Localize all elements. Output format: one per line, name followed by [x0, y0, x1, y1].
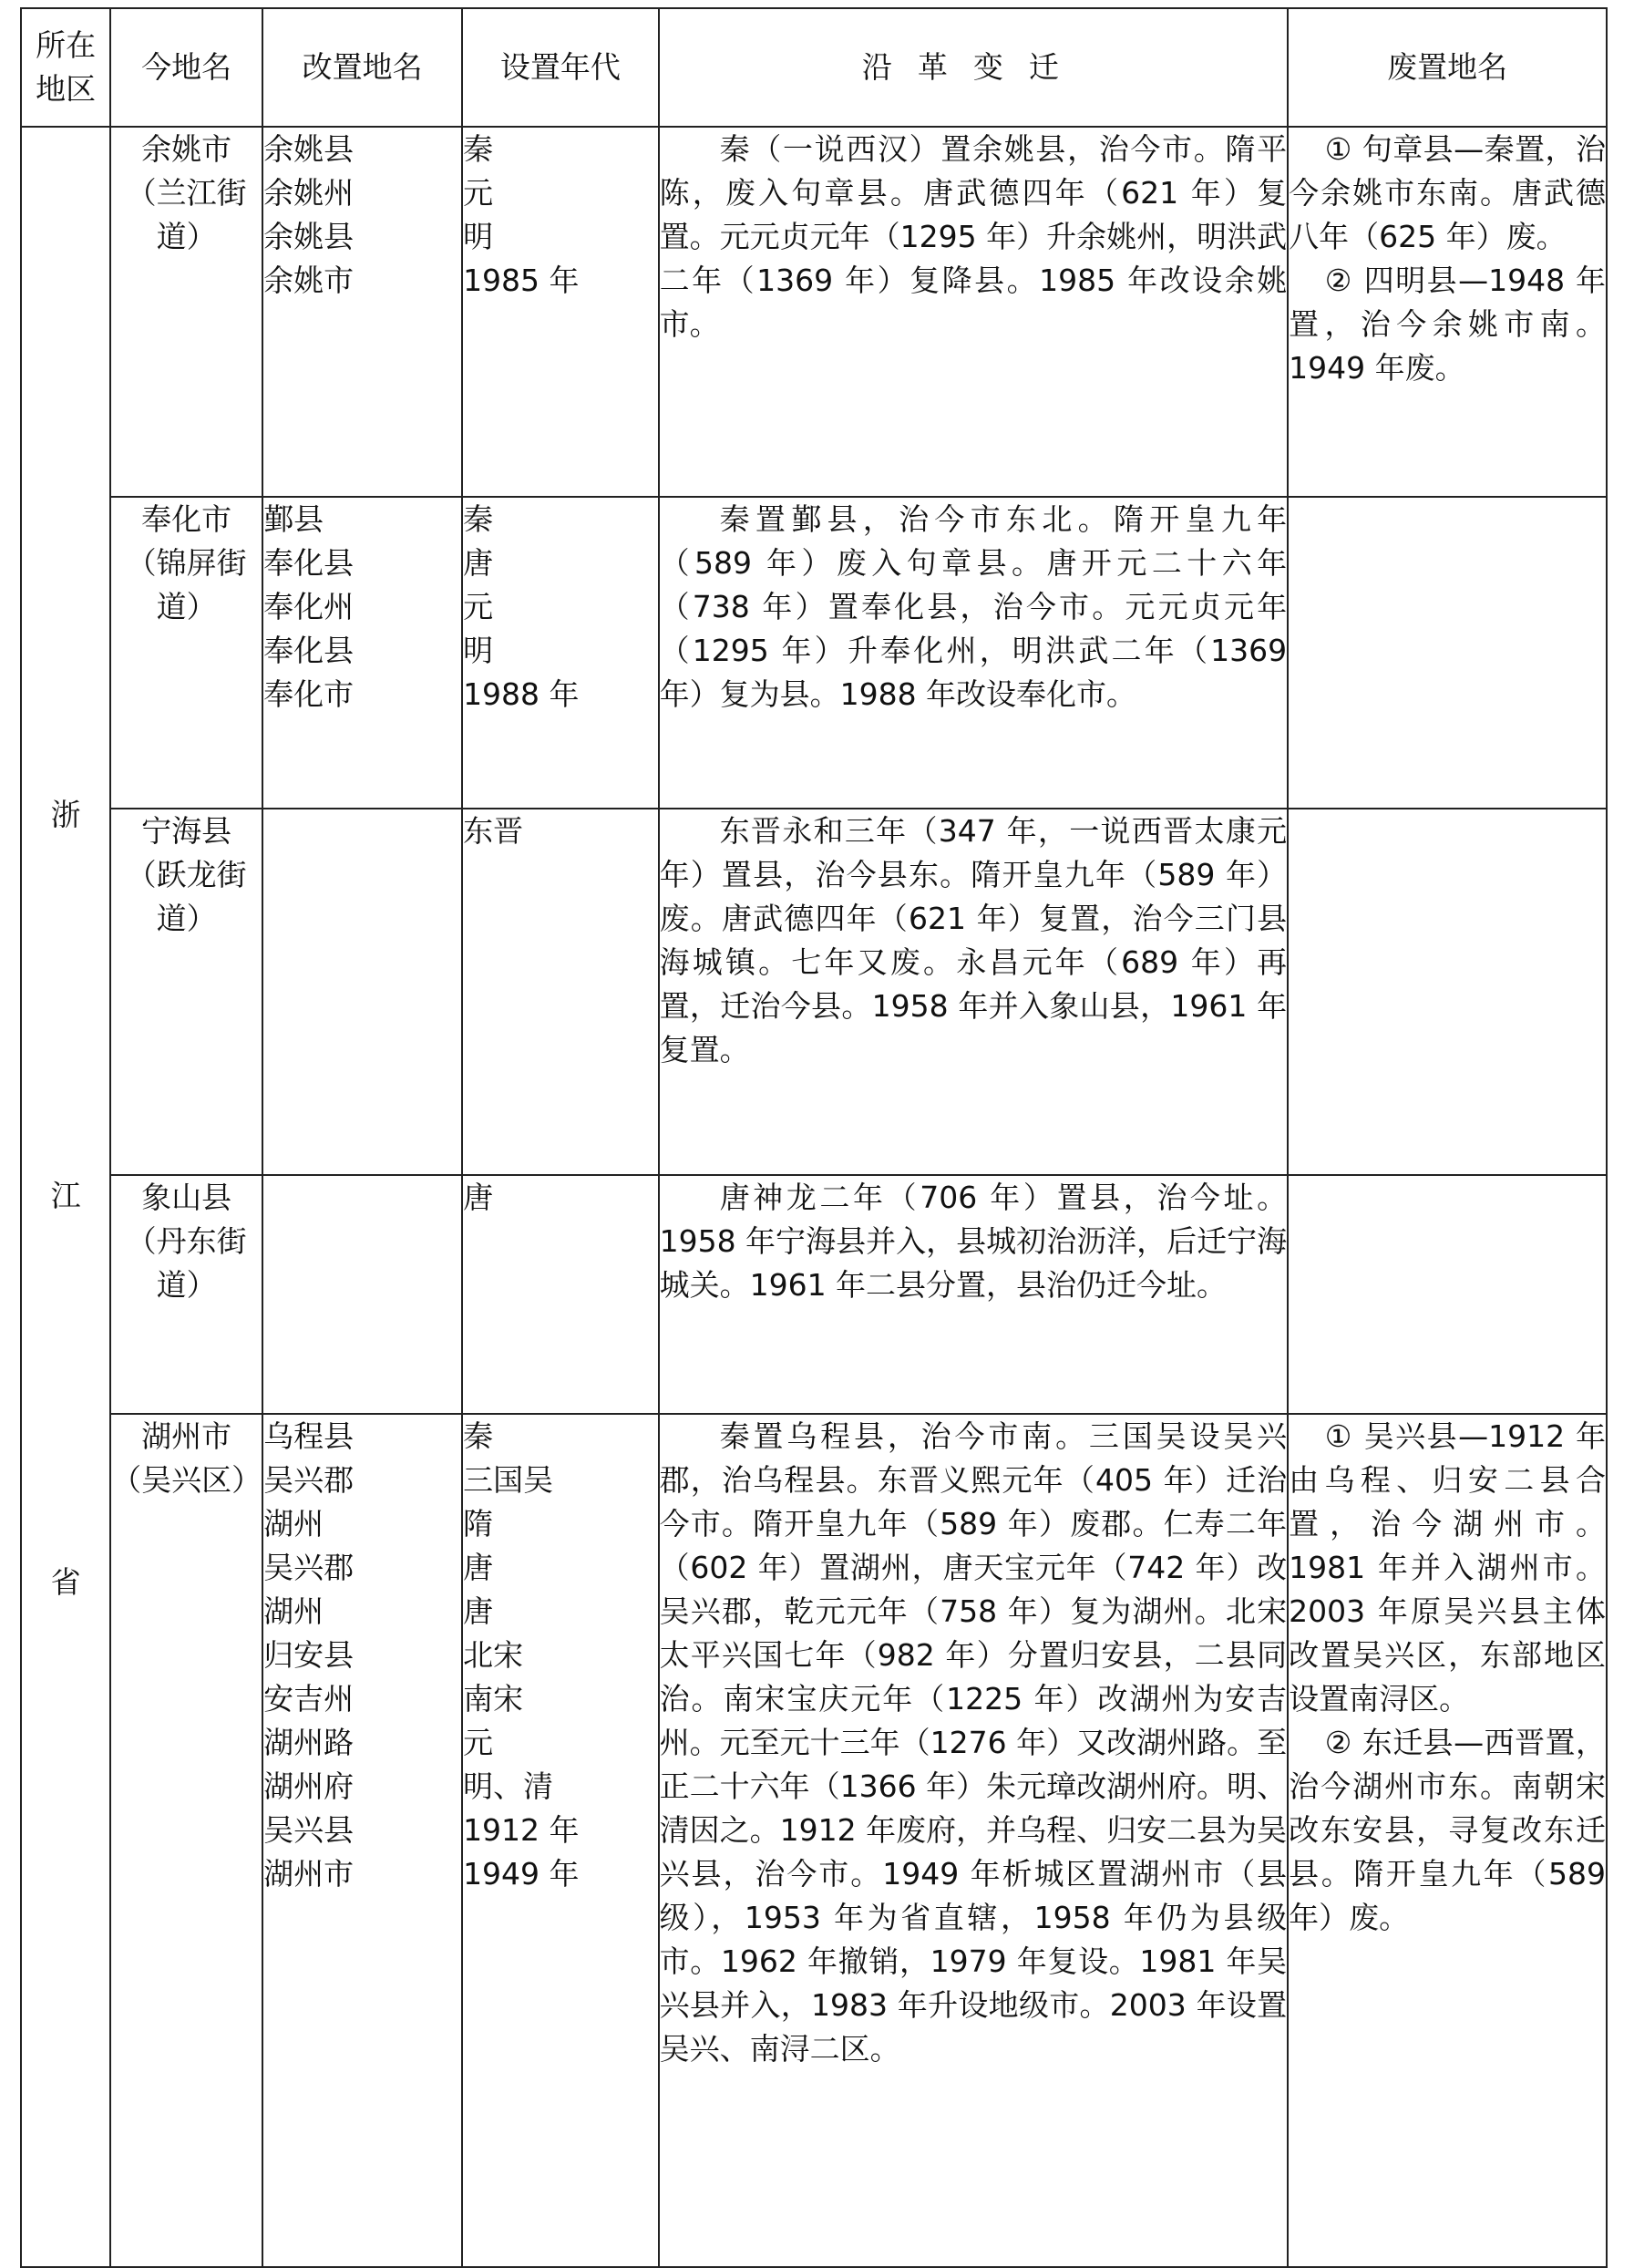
set-era: 三国吴 — [463, 1462, 554, 1498]
changed-name: 奉化市 — [263, 676, 355, 712]
abolished-entry: ① 句章县—秦置，治今余姚市东南。唐武德八年（625 年）废。 — [1289, 131, 1606, 254]
changed-names-cell — [262, 497, 462, 809]
history-cell — [659, 809, 1289, 1175]
set-era: 秦 — [463, 1418, 494, 1454]
modern-name-sub: （丹东街道） — [126, 1223, 247, 1303]
table-row — [21, 1414, 1607, 2267]
set-era: 唐 — [463, 1593, 494, 1629]
header-region — [21, 8, 110, 127]
set-era: 唐 — [463, 1550, 494, 1585]
modern-name: 奉化市 — [141, 501, 232, 537]
modern-name: 湖州市 — [141, 1418, 232, 1454]
set-era: 秦 — [463, 131, 494, 167]
set-era: 明 — [463, 633, 494, 668]
header-modern-name: 今地名 — [110, 8, 262, 127]
set-era: 1985 年 — [463, 263, 580, 298]
set-era: 元 — [463, 175, 494, 211]
set-era: 明、清 — [463, 1768, 554, 1804]
modern-name-sub: （跃龙街道） — [126, 857, 247, 936]
changed-name: 湖州 — [263, 1593, 324, 1629]
modern-name-cell — [110, 809, 262, 1175]
changed-name: 奉化州 — [263, 589, 355, 624]
history-cell — [659, 497, 1289, 809]
set-era: 1949 年 — [463, 1856, 580, 1892]
table-row — [21, 497, 1607, 809]
modern-name-cell — [110, 1175, 262, 1414]
changed-name: 余姚县 — [263, 219, 355, 254]
set-era: 唐 — [463, 1180, 494, 1215]
changed-names-cell — [262, 1414, 462, 2267]
set-era: 东晋 — [463, 813, 524, 849]
history-text: 秦（一说西汉）置余姚县，治今市。隋平陈，废入句章县。唐武德四年（621 年）复置。元元贞元年（1295 年）升余姚州，明洪武二年（1369 年）复降县。1985 年改设余姚市。 — [659, 131, 1288, 342]
modern-name: 余姚市 — [141, 131, 232, 167]
set-era-cell — [462, 809, 659, 1175]
region-char: 浙 — [50, 797, 81, 832]
set-era: 元 — [463, 1725, 494, 1760]
modern-name-sub: （锦屏街道） — [126, 545, 247, 624]
changed-name: 湖州市 — [263, 1856, 355, 1892]
changed-name: 余姚市 — [263, 263, 355, 298]
table-row — [21, 809, 1607, 1175]
set-era-cell — [462, 497, 659, 809]
set-era: 1912 年 — [463, 1812, 580, 1848]
changed-name: 吴兴郡 — [263, 1550, 355, 1585]
set-era: 元 — [463, 589, 494, 624]
changed-name: 奉化县 — [263, 633, 355, 668]
modern-name-cell — [110, 497, 262, 809]
changed-name: 奉化县 — [263, 545, 355, 581]
history-cell — [659, 1414, 1289, 2267]
region-cell — [21, 127, 110, 2267]
abolished-entry: ② 东迁县—西晋置，治今湖州市东。南朝宋改东安县，寻复改东迁县。隋开皇九年（589 年）废。 — [1289, 1725, 1606, 1935]
abolished-entry: ① 吴兴县—1912 年由乌程、归安二县合置，治今湖州市。1981 年并入湖州市。2003 年原吴兴县主体改置吴兴区，东部地区设置南浔区。 — [1289, 1418, 1606, 1716]
set-era-cell — [462, 127, 659, 497]
changed-name: 乌程县 — [263, 1418, 355, 1454]
region-char: 江 — [50, 1178, 81, 1213]
modern-name: 宁海县 — [141, 813, 232, 849]
abolished-entry: ② 四明县—1948 年置，治今余姚市南。1949 年废。 — [1289, 263, 1606, 386]
changed-name: 鄞县 — [263, 501, 324, 537]
modern-name-sub: （兰江街道） — [126, 175, 247, 254]
table-row — [21, 1175, 1607, 1414]
header-region-label: 所在地区 — [36, 27, 97, 107]
header-changed-names: 改置地名 — [262, 8, 462, 127]
changed-name: 吴兴郡 — [263, 1462, 355, 1498]
header-set-era: 设置年代 — [462, 8, 659, 127]
changed-names-cell — [262, 809, 462, 1175]
set-era: 北宋 — [463, 1637, 524, 1673]
set-era: 南宋 — [463, 1681, 524, 1716]
abolished-cell — [1288, 127, 1607, 497]
table-row — [21, 127, 1607, 497]
header-row — [21, 8, 1607, 127]
changed-name: 安吉州 — [263, 1681, 355, 1716]
header-abolished: 废置地名 — [1288, 8, 1607, 127]
changed-names-cell — [262, 1175, 462, 1414]
history-cell — [659, 127, 1289, 497]
abolished-cell — [1288, 809, 1607, 1175]
modern-name-cell — [110, 127, 262, 497]
changed-name: 余姚州 — [263, 175, 355, 211]
modern-name-cell — [110, 1414, 262, 2267]
region-char: 省 — [50, 1564, 81, 1600]
set-era-cell — [462, 1175, 659, 1414]
history-text: 东晋永和三年（347 年，一说西晋太康元年）置县，治今县东。隋开皇九年（589 年）废。唐武德四年（621 年）复置，治今三门县海城镇。七年又废。永昌元年（689 年）再置，迁治今县。1958 年并入象山县，1961 年复置。 — [659, 813, 1288, 1067]
abolished-cell — [1288, 1414, 1607, 2267]
changed-name: 归安县 — [263, 1637, 355, 1673]
history-text: 唐神龙二年（706 年）置县，治今址。1958 年宁海县并入，县城初治沥洋，后迁宁海城关。1961 年二县分置，县治仍迁今址。 — [659, 1180, 1288, 1303]
header-history: 沿革变迁 — [659, 8, 1289, 127]
abolished-cell — [1288, 1175, 1607, 1414]
set-era: 唐 — [463, 545, 494, 581]
changed-name: 湖州路 — [263, 1725, 355, 1760]
set-era: 1988 年 — [463, 676, 580, 712]
set-era: 明 — [463, 219, 494, 254]
set-era: 隋 — [463, 1506, 494, 1541]
modern-name-sub: （吴兴区） — [111, 1462, 262, 1498]
gazetteer-table — [20, 7, 1608, 2268]
history-cell — [659, 1175, 1289, 1414]
changed-name: 湖州府 — [263, 1768, 355, 1804]
changed-name: 湖州 — [263, 1506, 324, 1541]
abolished-cell — [1288, 497, 1607, 809]
changed-names-cell — [262, 127, 462, 497]
set-era: 秦 — [463, 501, 494, 537]
history-text: 秦置鄞县，治今市东北。隋开皇九年（589 年）废入句章县。唐开元二十六年（738 年）置奉化县，治今市。元元贞元年（1295 年）升奉化州，明洪武二年（1369 年）复为县。1988 年改设奉化市。 — [659, 501, 1288, 712]
history-text: 秦置乌程县，治今市南。三国吴设吴兴郡，治乌程县。东晋义熙元年（405 年）迁治今市。隋开皇九年（589 年）废郡。仁寿二年（602 年）置湖州，唐天宝元年（742 年）改吴兴郡，乾元元年（758 年）复为湖州。北宋太平兴国七年（982 年）分置归安县，二县同治。南宋宝庆元年（1225 年）改湖州为安吉州。元至元十三年（1276 年）又改湖州路。至正二十六年（1366 年）朱元璋改湖州府。明、清因之。1912 年废府，并乌程、归安二县为吴兴县，治今市。1949 年析城区置湖州市（县级），1953 年为省直辖，1958 年仍为县级市。1962 年撤销，1979 年复设。1981 年吴兴县并入，1983 年升设地级市。2003 年设置吴兴、南浔二区。 — [659, 1418, 1288, 2067]
modern-name: 象山县 — [141, 1180, 232, 1215]
changed-name: 余姚县 — [263, 131, 355, 167]
changed-name: 吴兴县 — [263, 1812, 355, 1848]
set-era-cell — [462, 1414, 659, 2267]
